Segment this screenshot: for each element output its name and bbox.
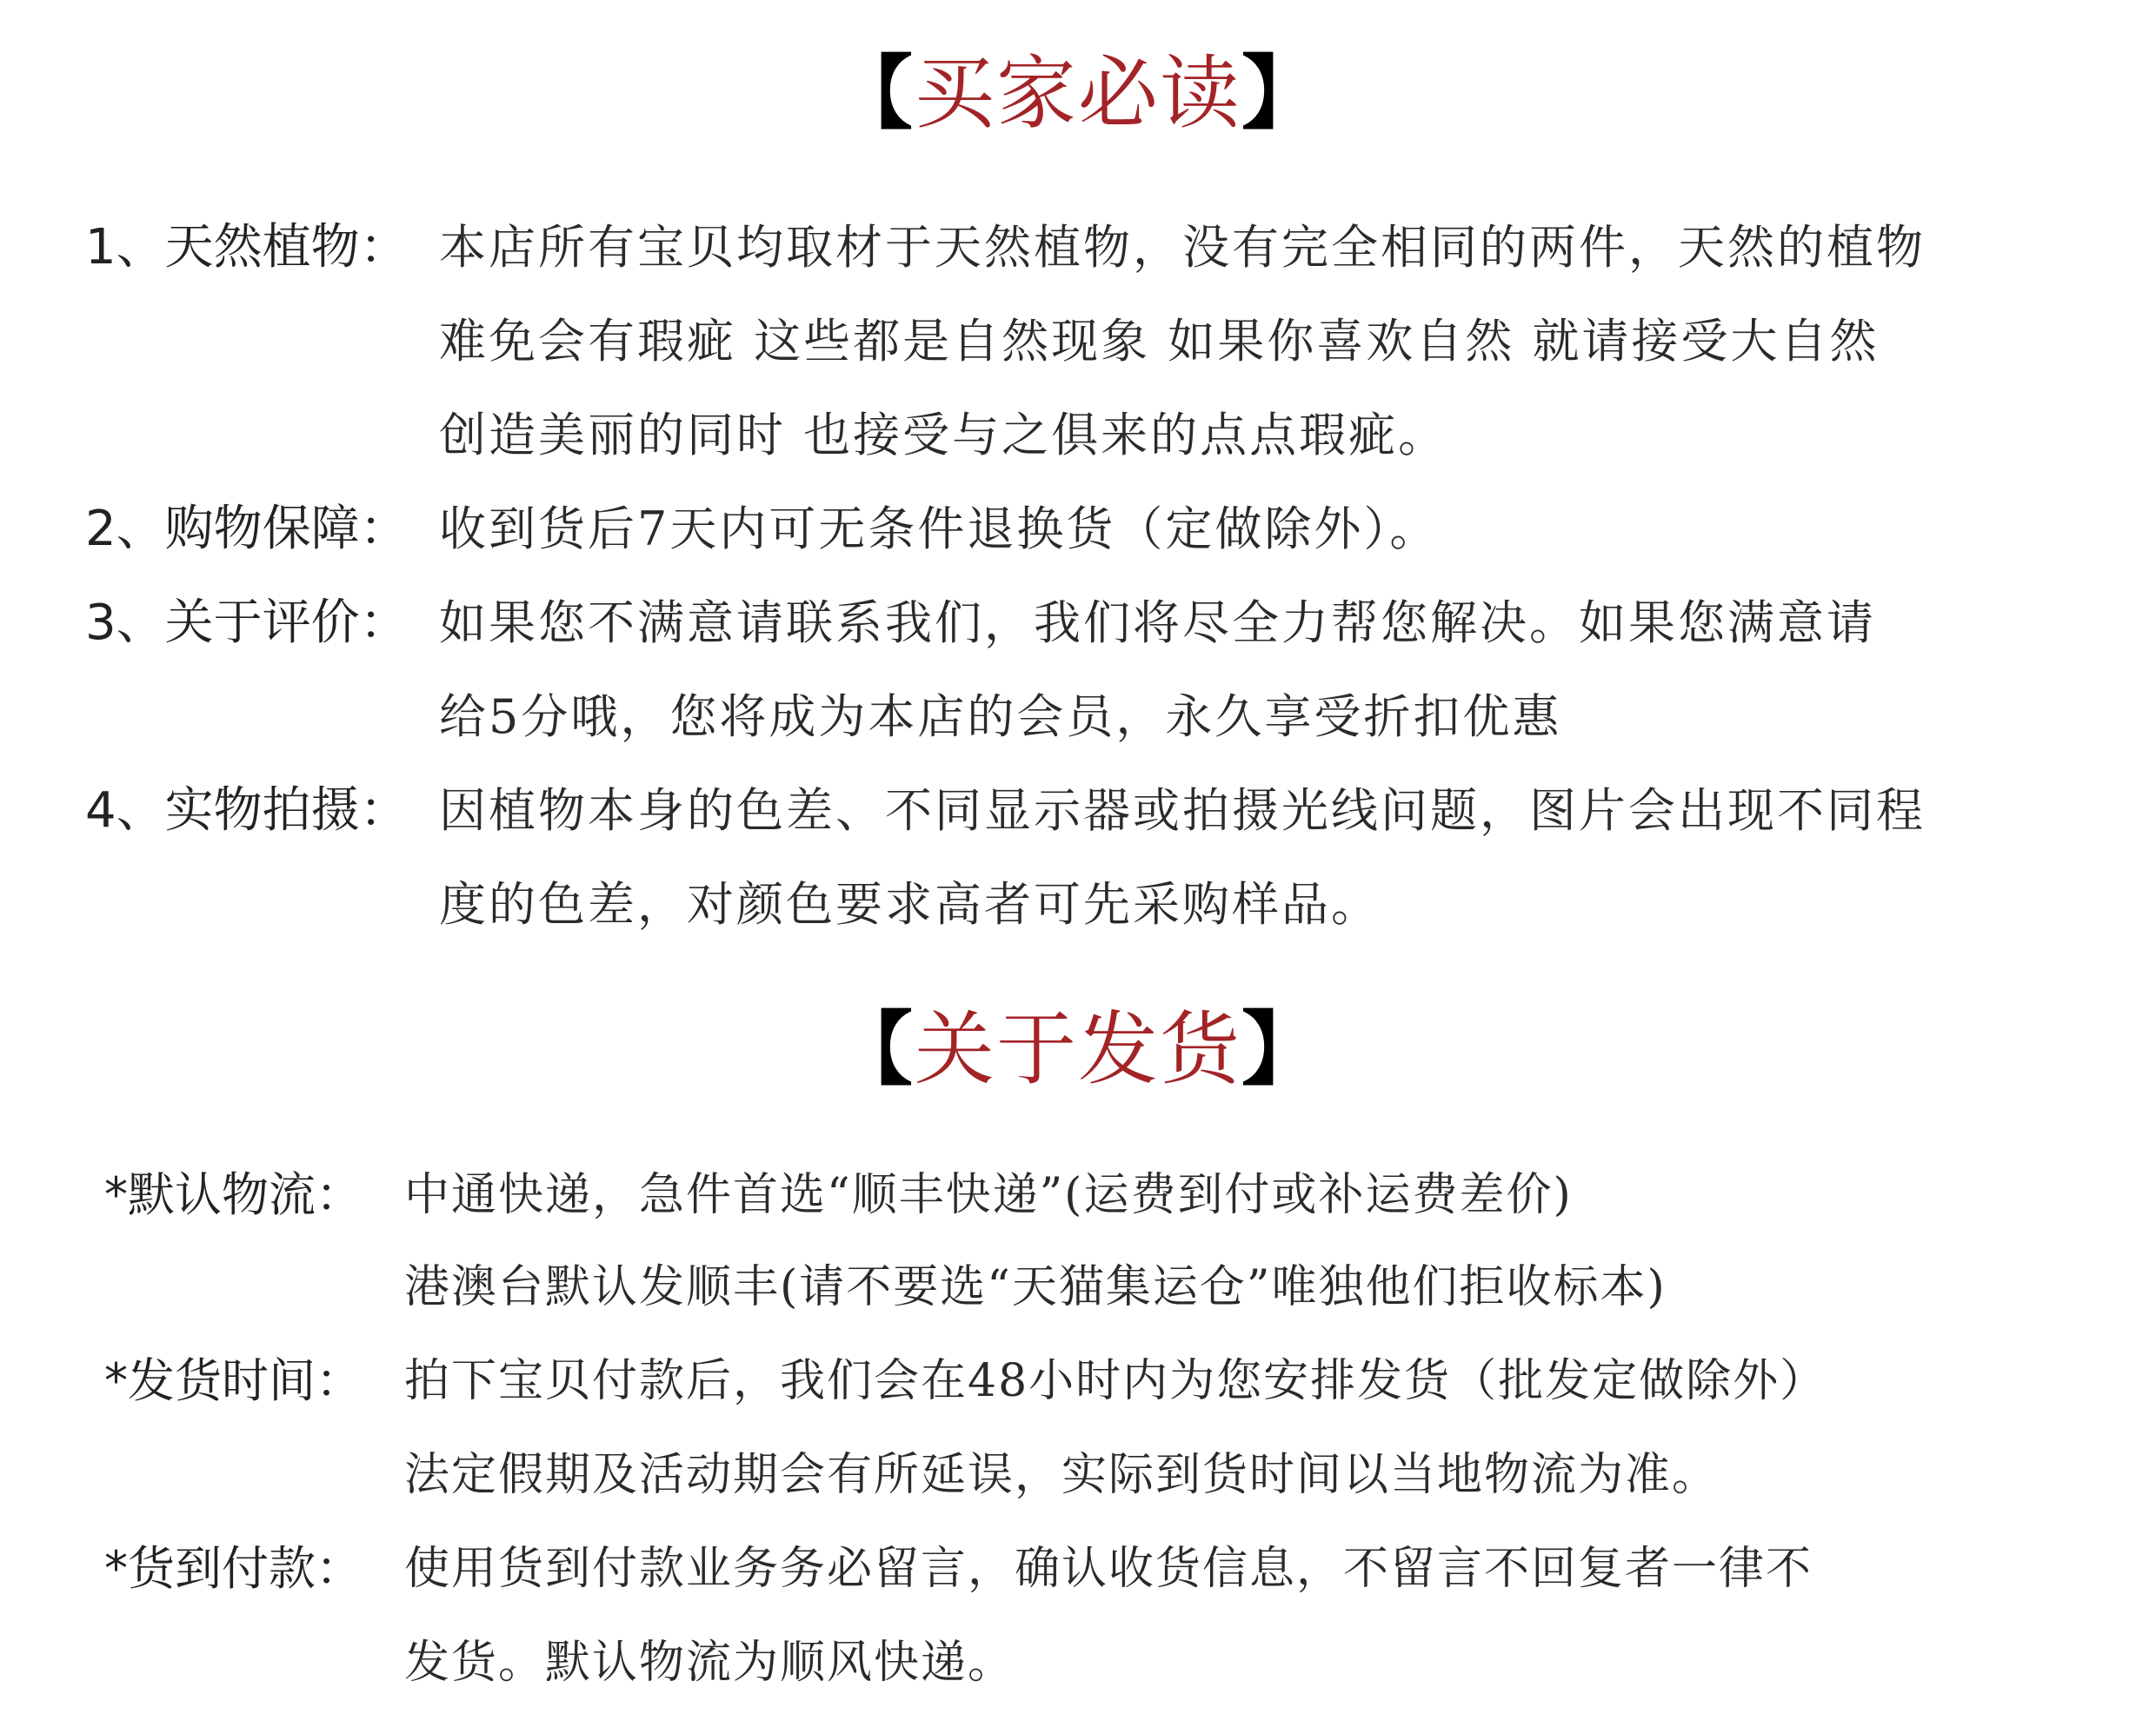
item-text-line: 发货。默认物流为顺风快递。 — [404, 1637, 1015, 1689]
item-text-line: 本店所有宝贝均取材于天然植物，没有完全相同的两件，天然的植物 — [439, 220, 1926, 275]
right-bracket: 】 — [1241, 1003, 1324, 1096]
item-label-cash-on-delivery: *货到付款： — [104, 1541, 363, 1596]
item-label-natural-plants: 1、天然植物： — [85, 219, 409, 276]
item-text-line: 拍下宝贝付款后，我们会在48小时内为您安排发货（批发定做除外） — [404, 1355, 1827, 1407]
item-text-line: 法定假期及活动期会有所延误，实际到货时间以当地物流为准。 — [404, 1449, 1720, 1501]
left-bracket: 【 — [832, 47, 915, 140]
item-text-line: 收到货后7天内可无条件退换货（定做除外）。 — [439, 502, 1440, 556]
right-bracket: 】 — [1241, 47, 1324, 140]
item-label-reviews: 3、关于评价： — [85, 595, 409, 651]
left-bracket: 【 — [832, 1003, 915, 1096]
item-text-line: 创造美丽的同时 也接受与之俱来的点点瑕疵。 — [439, 408, 1448, 462]
item-text-line: 给5分哦，您将成为本店的会员，永久享受折扣优惠 — [439, 689, 1562, 744]
item-text-line: 港澳台默认发顺丰(请不要选“天猫集运仓”唯独他们拒收标本) — [404, 1261, 1667, 1313]
item-label-default-logistics: *默认物流： — [104, 1167, 363, 1222]
shipping-section-heading — [0, 998, 2156, 1102]
item-label-shopping-guarantee: 2、购物保障： — [85, 501, 409, 557]
item-text-line: 中通快递，急件首选“顺丰快递”(运费到付或补运费差价) — [404, 1169, 1573, 1221]
item-text-line: 使用货到付款业务务必留言，确认收货信息，不留言不回复者一律不 — [404, 1543, 1813, 1595]
buyer-section-heading — [0, 42, 2156, 146]
buyer-section-title: 买家必读 — [914, 47, 1241, 140]
item-label-shipping-time: *发货时间： — [104, 1353, 363, 1408]
item-text-line: 度的色差，对颜色要求高者可先采购样品。 — [439, 877, 1381, 932]
item-text-line: 难免会有瑕疵 这些都是自然现象 如果你喜欢自然 就请接受大自然 — [439, 314, 1880, 369]
item-text-line: 因植物本身的色差、不同显示器或拍摄光线问题，图片会出现不同程 — [439, 783, 1926, 838]
shipping-section-title: 关于发货 — [914, 1003, 1241, 1096]
item-label-photography: 4、实物拍摄： — [85, 782, 409, 839]
item-text-line: 如果您不满意请联系我们，我们将尽全力帮您解决。如果您满意请 — [439, 595, 1876, 650]
